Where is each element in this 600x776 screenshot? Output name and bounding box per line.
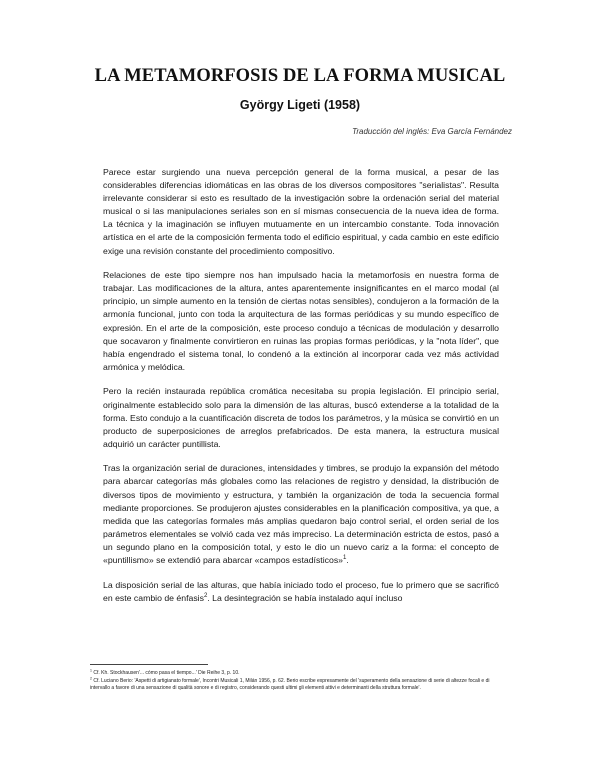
paragraph-1: Parece estar surgiendo una nueva percepción general de la forma musical, a pesar de las considerables diferencias idiomáticas en las obras de los diversos compositores "serialistas". Resulta irrelevante considerar si esto es resultado de la investigación sobre la ordenación serial del material musical o si las manipulaciones seriales son en sí mismas consecuencia de la nueva idea de forma. La técnica y la imaginación se influyen mutuamente en un intercambio constante. Toda innovación artística en el arte de la composición fermenta todo el edificio espiritual, y cada cambio en este edificio exige una revisión constante del procedimiento compositivo.	[103, 167, 499, 256]
footnote-2	[90, 675, 510, 693]
footnote-mark-2: 2	[203, 591, 208, 599]
footnote-mark-1: 1	[343, 554, 347, 562]
paragraph-5	[103, 579, 499, 605]
footnote-separator	[90, 664, 208, 665]
footnotes	[90, 670, 510, 693]
document-author: György Ligeti (1958)	[239, 98, 361, 112]
paragraph-5-continuation: . La desintegración se había instalado aquí incluso	[207, 592, 403, 603]
translator-credit: Traducción del inglés: Eva García Fernández	[352, 127, 512, 136]
paragraph-4: Tras la organización serial de duraciones, intensidades y timbres, se produjo la expansión del método para abarcar categorías más globales como las relaciones de registro y densidad, la distribución de diversos tipos de movimiento y estructura, y también la organización de toda la secuencia formal mediante proporciones. Se produjeron ajustes considerables en la planificación compositiva, ya que, a medida que las categorías formales más amplias quedaron bajo control serial, el orden serial de los parámetros elementales se volvió cada vez más impreciso. La determinación estricta de estos, pasó a un segundo plano en la composición total, y esto le dio un nuevo cariz a la forma: el concepto de «puntillismo» se extendió para abarcar «campos estadísticos»$^1$.	[103, 463, 499, 566]
footnote-number-1: 1	[90, 668, 92, 673]
paragraph-5-text: La disposición serial de las alturas, que había iniciado todo el proceso, fue lo primero que se sacrificó en este cambio de énfasis	[103, 579, 499, 603]
body-text	[103, 166, 499, 616]
footnote-1	[90, 670, 510, 678]
footnote-2-text: Cf. Luciano Berio: 'Aspetti di artigianato formale', Incontri Musicali 1, Milán 1956, p. 62. Berio escribe expresamente del 'superamento della sensazione di serie di altezze focali e di intervallo a favore di una sensazione di qualità sonore e di registro, considerando questi ultimi gli elementi attivi e determinanti della struttura formale'.	[90, 677, 490, 691]
paragraph-4-text: Tras la organización serial de duraciones, intensidades y timbres, se produjo la expansión del método para abarcar categorías más globales como las relaciones de registro y densidad, la distribución de diversos tipos de movimiento y estructura, y también la organización de toda la secuencia formal mediante proporciones. Se produjeron ajustes considerables en la planificación compositiva, ya que, a medida que las categorías formales más amplias quedaron bajo control serial, el orden serial de los parámetros elementales se volvió cada vez más impreciso. La determinación estricta de estos, pasó a un segundo plano en la composición total, y esto le dio un nuevo cariz a la forma: el concepto de «puntillismo» se extendió para abarcar «campos estadísticos»	[103, 463, 499, 566]
document-title: LA METAMORFOSIS DE LA FORMA MUSICAL	[94, 66, 506, 86]
footnote-number-2: 2	[90, 675, 92, 680]
paragraph-3: Pero la recién instaurada república cromática necesitaba su propia legislación. El principio serial, originalmente establecido solo para la dimensión de las alturas, buscó extenderse a la totalidad de la forma. Esto condujo a la cuantificación discreta de todos los parámetros, y la música se convirtió en un producto de superposiciones de arreglos prefabricados. De esta manera, la estructura musical adquirió un carácter puntillista.	[103, 386, 499, 449]
footnote-1-text: Cf. Kh. Stockhausen'... cómo pasa el tiempo...' Die Reihe 3, p. 10.	[93, 670, 240, 676]
paragraph-2: Relaciones de este tipo siempre nos han impulsado hacia la metamorfosis en nuestra forma de trabajar. Las modificaciones de la altura, antes aparentemente insignificantes en el marco modal (al principio, un simple aumento en la tensión de ciertas notas sensibles), condujeron a la formación de la armonía funcional, junto con toda la arquitectura de las formas periódicas y su mundo específico de expresión. En el arte de la composición, este proceso condujo a técnicas de modulación y desarrollo que socavaron y finalmente convirtieron en ruinas las propias formas periódicas, y la "nota líder", que había engendrado el sistema tonal, lo condenó a la extinción al incorporar cada vez más actividad armónica y melódica.	[103, 270, 499, 372]
